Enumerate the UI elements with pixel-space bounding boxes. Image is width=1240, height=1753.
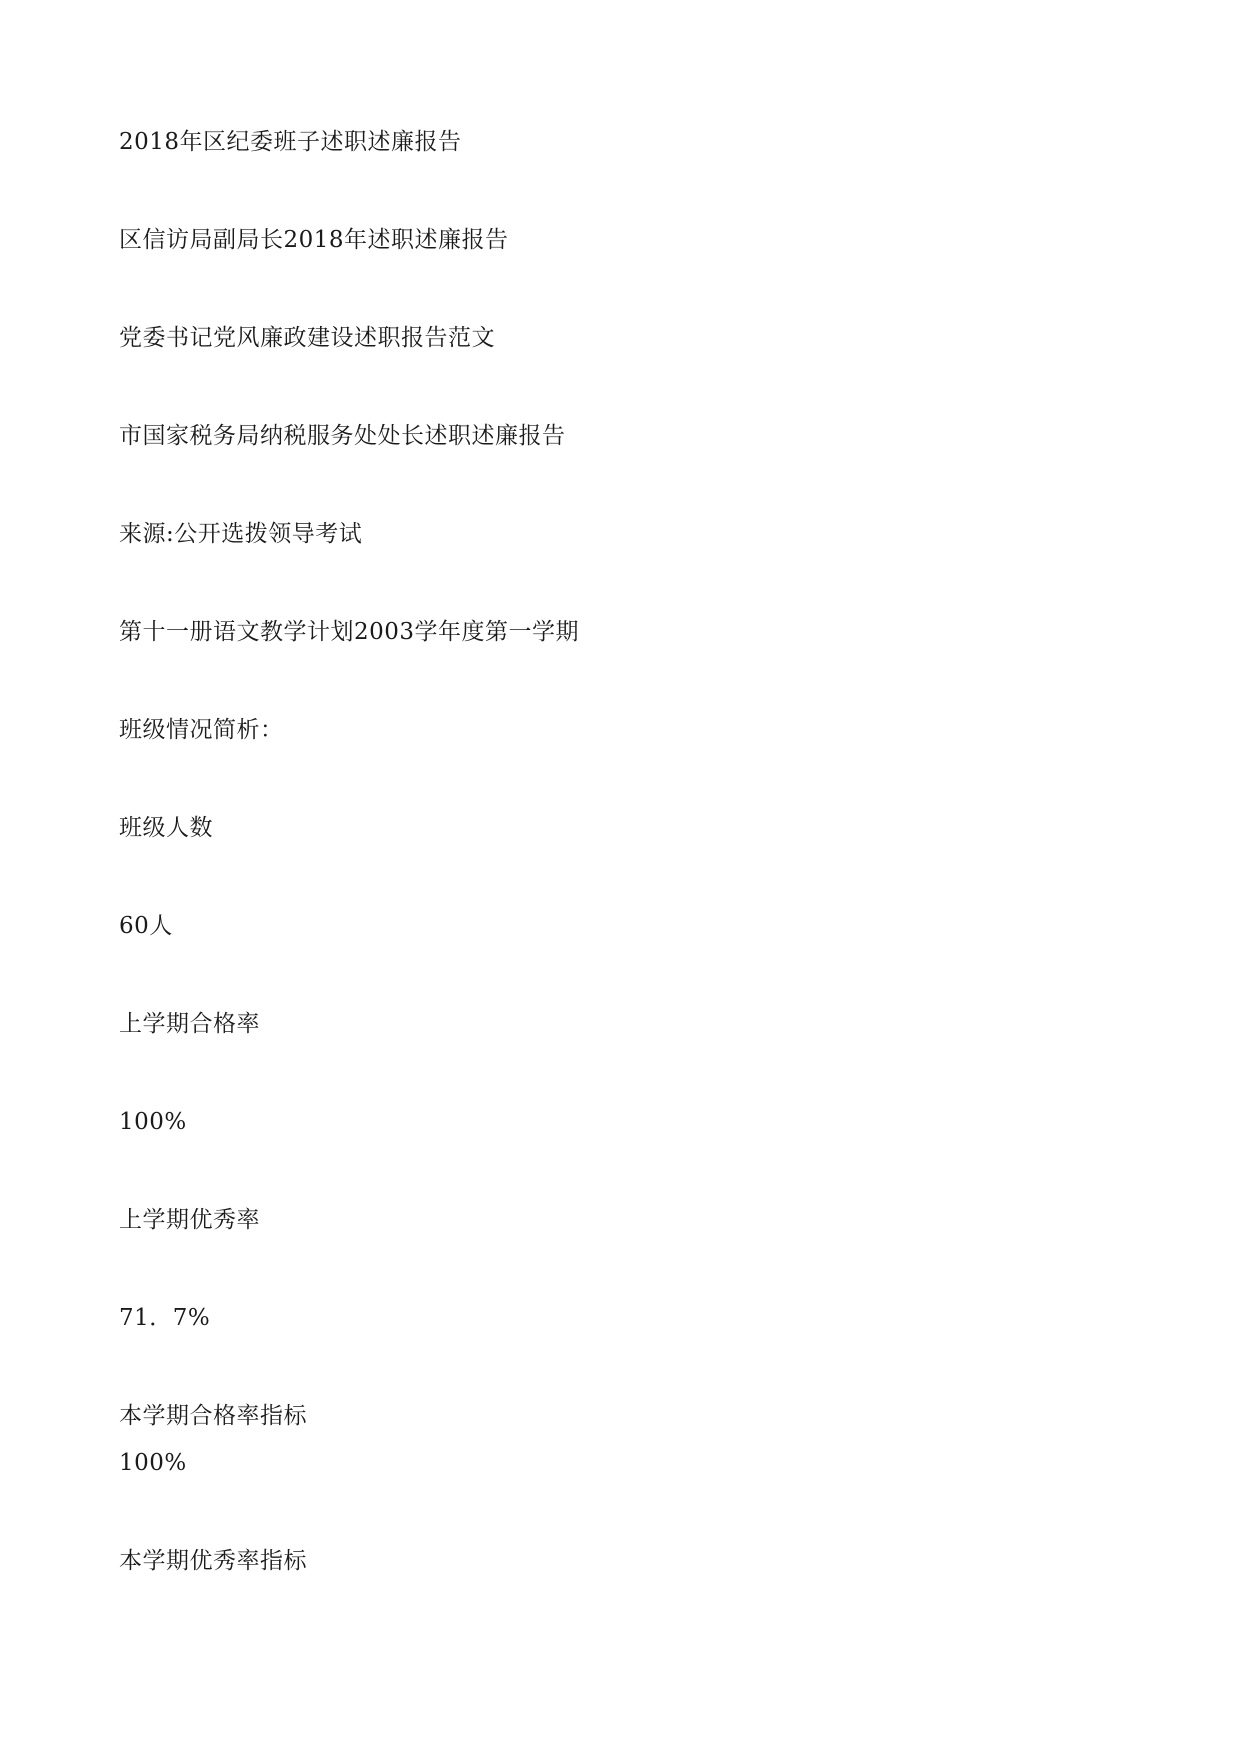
field-label: 本学期优秀率指标 [119,1548,307,1574]
related-article-title: 市国家税务局纳税服务处处长述职述廉报告 [119,423,566,449]
plan-title: 第十一册语文教学计划2003学年度第一学期 [119,619,580,645]
field-label: 上学期优秀率 [119,1207,260,1233]
field-value: 100% [119,1450,187,1476]
field-value: 60人 [119,913,173,939]
field-value: 71．7% [119,1305,211,1331]
field-label: 班级人数 [119,815,213,841]
source-line: 来源:公开选拨领导考试 [119,521,363,547]
related-article-title: 党委书记党风廉政建设述职报告范文 [119,325,495,351]
field-label: 上学期合格率 [119,1011,260,1037]
field-value: 100% [119,1109,187,1135]
field-label: 本学期合格率指标 [119,1403,307,1429]
related-article-title: 区信访局副局长2018年述职述廉报告 [119,227,509,253]
section-heading: 班级情况简析： [119,717,284,743]
related-article-title: 2018年区纪委班子述职述廉报告 [119,129,462,155]
